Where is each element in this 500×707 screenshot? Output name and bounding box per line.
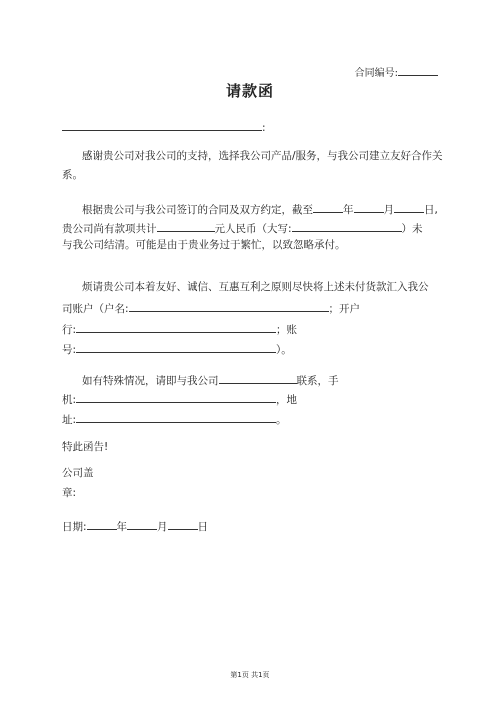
amount-blank[interactable] bbox=[157, 219, 215, 232]
account-number-blank[interactable] bbox=[76, 340, 276, 353]
address-period: 。 bbox=[276, 414, 287, 426]
deadline-year-blank[interactable] bbox=[313, 200, 343, 213]
phone-label-start: 联系，手 bbox=[296, 375, 339, 387]
address-label-start: ，地 bbox=[276, 394, 298, 406]
seal-label-line2: 章: bbox=[62, 487, 77, 499]
account-label-end: 号: bbox=[62, 344, 77, 356]
month-label: 月 bbox=[383, 204, 394, 216]
close-paren-text: ）未 bbox=[401, 223, 423, 235]
address-label-end: 址: bbox=[62, 414, 77, 426]
paragraph-contact-line3 bbox=[62, 410, 287, 427]
year-label: 年 bbox=[343, 204, 354, 216]
paragraph-thanks-line1: 感谢贵公司对我公司的支持，选择我公司产品/服务，与我公司建立友好合作关 bbox=[82, 150, 443, 162]
paragraph-remit-line1: 烦请贵公司本着友好、诚信、互惠互利之原则尽快将上述未付货款汇入我公 bbox=[82, 281, 429, 293]
bank-blank[interactable] bbox=[76, 320, 276, 333]
contract-number-blank[interactable] bbox=[398, 63, 438, 76]
date-month-blank[interactable] bbox=[127, 517, 157, 530]
date-day-label: 日 bbox=[197, 521, 209, 533]
paragraph-contract-line1 bbox=[82, 200, 438, 217]
bank-label-start: ；开户 bbox=[328, 303, 361, 315]
recipient-line bbox=[62, 118, 266, 135]
recipient-colon: : bbox=[262, 122, 266, 134]
recipient-blank[interactable] bbox=[62, 118, 262, 131]
account-name-blank[interactable] bbox=[129, 299, 329, 312]
paragraph-thanks-line2: 系。 bbox=[62, 169, 83, 181]
date-day-blank[interactable] bbox=[168, 517, 198, 530]
rmb-text: 元人民币（大写: bbox=[214, 223, 292, 235]
seal-label-line1: 公司盖 bbox=[62, 467, 94, 479]
account-name-label: 司账户（户名: bbox=[62, 303, 129, 315]
paragraph-contact-line2 bbox=[62, 390, 297, 407]
amount-text: 贵公司尚有款项共计 bbox=[62, 223, 157, 235]
paragraph-contract-line3: 与我公司结清。可能是由于贵业务过于繁忙，以致忽略承付。 bbox=[62, 239, 346, 251]
account-close-paren: ）。 bbox=[276, 344, 292, 356]
page-title: 请款函 bbox=[225, 82, 274, 100]
contract-text: 根据贵公司与我公司签订的合同及双方约定，截至 bbox=[82, 204, 313, 216]
date-line bbox=[62, 517, 208, 534]
amount-uppercase-blank[interactable] bbox=[292, 219, 402, 232]
contact-text: 如有特殊情况，请即与我公司 bbox=[82, 375, 219, 387]
phone-label-end: 机: bbox=[62, 394, 77, 406]
date-year-label: 年 bbox=[116, 521, 128, 533]
paragraph-remit-line4 bbox=[62, 340, 292, 357]
bank-label-end: 行: bbox=[62, 324, 77, 336]
paragraph-remit-line3 bbox=[62, 320, 297, 337]
account-label-start: ；账 bbox=[276, 324, 298, 336]
contact-person-blank[interactable] bbox=[219, 371, 297, 384]
date-year-blank[interactable] bbox=[87, 517, 117, 530]
deadline-day-blank[interactable] bbox=[394, 200, 424, 213]
paragraph-remit-line2 bbox=[62, 299, 360, 316]
closing-text: 特此函告! bbox=[62, 441, 109, 453]
day-label: 日, bbox=[424, 204, 438, 216]
address-blank[interactable] bbox=[76, 410, 276, 423]
paragraph-contract-line2 bbox=[62, 219, 423, 236]
phone-blank[interactable] bbox=[76, 390, 276, 403]
paragraph-contact-line1 bbox=[82, 371, 339, 388]
date-label: 日期: bbox=[62, 521, 87, 533]
contract-number-label: 合同编号: bbox=[354, 68, 398, 79]
page-footer: 第1页 共1页 bbox=[230, 671, 270, 679]
contract-number bbox=[355, 63, 438, 81]
deadline-month-blank[interactable] bbox=[354, 200, 384, 213]
date-month-label: 月 bbox=[157, 521, 168, 533]
